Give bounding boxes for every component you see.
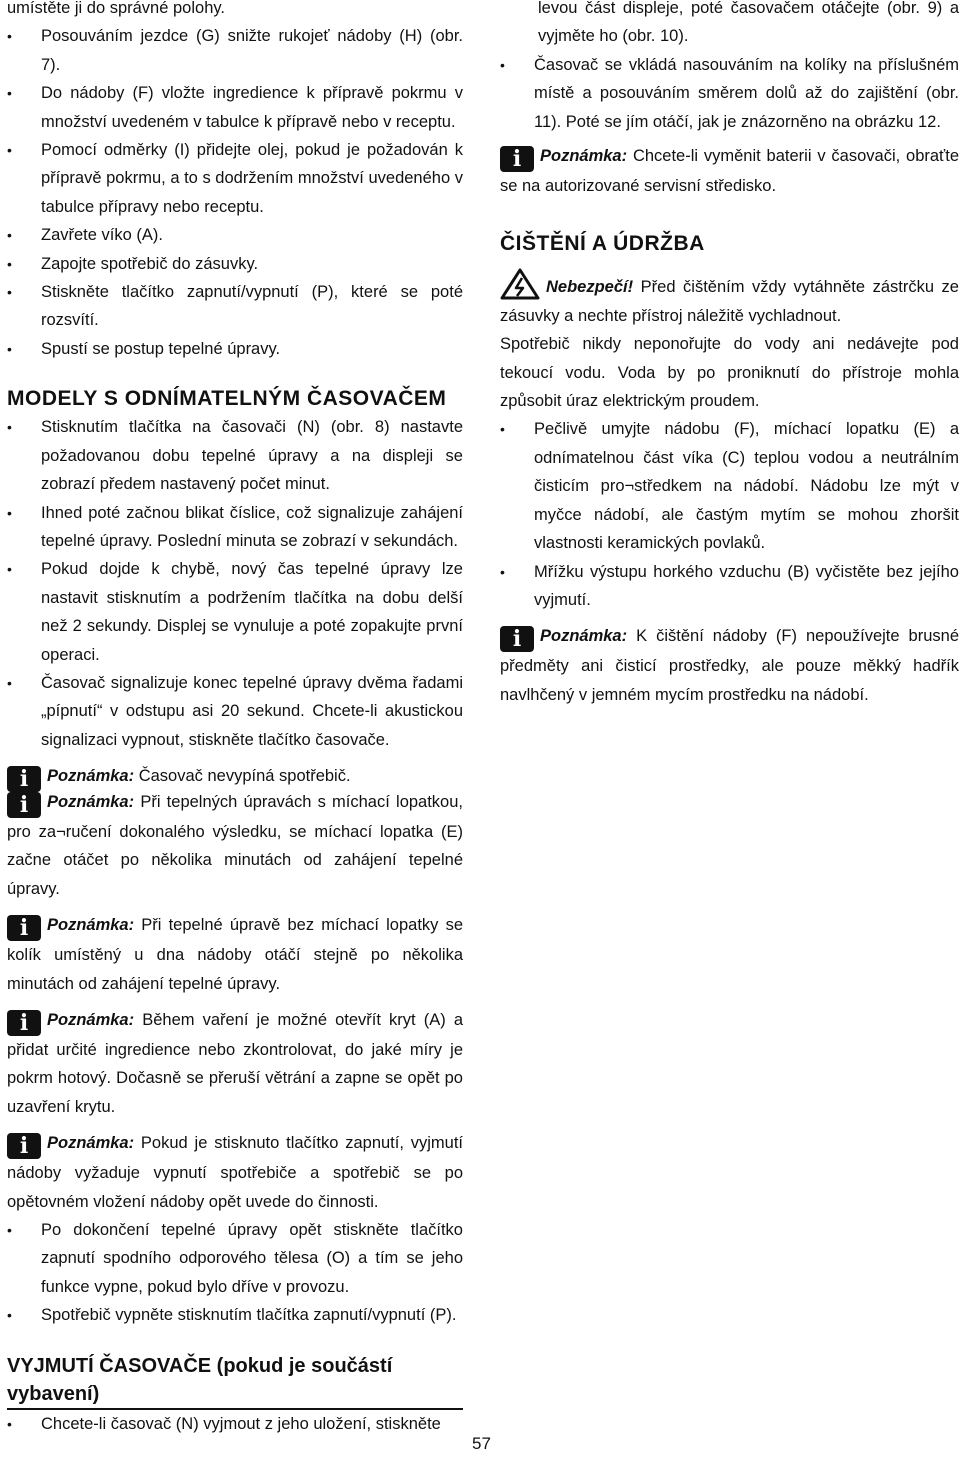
info-icon: i [7,766,41,792]
timer-list [7,413,463,754]
list-item: • Zavřete víko (A). [7,221,463,249]
note-label: Poznámka: [47,767,135,786]
list-item: • Pečlivě umyjte nádobu (F), míchací lopatku (E) a odnímatelnou část víka (C) teplou vodou a neutrálním čisticím pro¬středkem na nádobí. Nádobu lze mýt v myčce nádobí, ale častým mytím se mohou zhoršit vlastnosti keramických povlaků. [500,415,959,557]
note [7,1129,463,1216]
left-column-bottom [7,788,463,1438]
left-column-top [7,0,463,792]
warning-icon [500,268,540,300]
info-icon: i [7,792,41,818]
note [7,1006,463,1121]
note-text: Časovač nevypíná spotřebič. [134,767,351,786]
danger-text: Před čištěním vždy vytáhněte zástrčku ze zásuvky a nechte přístroj náležitě vychladnout. [500,278,959,325]
note-text: Při tepelné úpravě bez míchací lopatky se kolík umístěný u dna nádoby otáčí stejně po několika minutách od zahájení tepelné úpravy. [7,916,463,993]
paragraph: Spotřebič nikdy neponořujte do vody ani nedávejte pod tekoucí vodu. Voda by po proniknutí do přístroje mohla způsobit úraz elektrickým proudem. [500,335,959,411]
list-item: • Spotřebič vypněte stisknutím tlačítka zapnutí/vypnutí (P). [7,1301,463,1329]
note-text: Při tepelných úpravách s míchací lopatkou, pro za¬ručení dokonalého výsledku, se míchací lopatka (E) začne otáčet po několika minutách od zahájení tepelné úpravy. [7,793,463,898]
note [500,622,959,709]
section-heading-timer: MODELY S ODNÍMATELNÝM ČASOVAČEM [7,387,447,411]
info-icon: i [500,626,534,652]
danger-note [500,268,959,330]
note-label: Poznámka: [47,916,135,935]
list-item: • Mřížku výstupu horkého vzduchu (B) vyčistěte bez jejího vyjmutí. [500,558,959,615]
info-icon: i [7,915,41,941]
list-item: • Chcete-li časovač (N) vyjmout z jeho uložení, stiskněte [7,1410,463,1438]
list-item: • Stisknutím tlačítka na časovači (N) (obr. 8) nastavte požadovanou dobu tepelné úpravy a na displeji se zobrazí předem nastavený počet minut. [7,413,463,498]
list-item: • Posouváním jezdce (G) snižte rukojeť nádoby (H) (obr. 7). [7,22,463,79]
remove-list [7,1410,463,1438]
note [500,142,959,200]
note-label: Poznámka: [47,1011,135,1030]
note-text: Během vaření je možné otevřít kryt (A) a přidat určité ingredience nebo zkontrolovat, do jaké míry je pokrm hotový. Dočasně se přeruší větrání a zapne se opět po uzavření krytu. [7,1011,463,1116]
list-item: • Pokud dojde k chybě, nový čas tepelné úpravy lze nastavit stisknutím a podržením tlačítka na dobu delší než 2 sekundy. Displej se vynuluje a poté zopakujte první operaci. [7,555,463,669]
list-item: • Zapojte spotřebič do zásuvky. [7,250,463,278]
finish-list [7,1216,463,1330]
note [7,788,463,903]
page-number: 57 [472,1434,491,1453]
section-heading-cleaning: ČIŠTĚNÍ A ÚDRŽBA [500,232,705,256]
note-label: Poznámka: [540,147,628,166]
list-item: • Spustí se postup tepelné úpravy. [7,335,463,363]
list-item: • Do nádoby (F) vložte ingredience k přípravě pokrmu v množství uvedeném v tabulce k přípravě nebo v receptu. [7,79,463,136]
right-column [500,0,959,709]
danger-label: Nebezpečí! [546,278,634,297]
note-label: Poznámka: [47,793,135,811]
list-item: • Časovač signalizuje konec tepelné úpravy dvěma řadami „pípnutí“ v odstupu asi 20 sekund. Chcete-li akustickou signalizaci vypnout, stiskněte tlačítko časovače. [7,669,463,754]
note-text: K čištění nádoby (F) nepoužívejte brusné předměty ani čisticí prostředky, ale pouze měkký hadřík navlhčený v jemném mycím prostředku na nádobí. [500,627,959,704]
note-label: Poznámka: [47,1134,135,1153]
list-item: • Po dokončení tepelné úpravy opět stiskněte tlačítko zapnutí spodního odporového tělesa (O) a tím se jeho funkce vypne, pokud bylo dříve v provozu. [7,1216,463,1301]
cleaning-list [500,415,959,614]
list-item: • Stiskněte tlačítko zapnutí/vypnutí (P), které se poté rozsvítí. [7,278,463,335]
intro-line: umístěte ji do správné polohy. [7,0,225,17]
info-icon: i [500,146,534,172]
note-text: Chcete-li vyměnit baterii v časovači, obraťte se na autorizované servisní středisko. [500,147,959,196]
note-text: Pokud je stisknuto tlačítko zapnutí, vyjmutí nádoby vyžaduje vypnutí spotřebiče a spotřebič se po opětovném vložení nádoby opět uvede do činnosti. [7,1134,463,1211]
note [7,911,463,998]
info-icon: i [7,1133,41,1159]
insert-timer-list [500,51,959,136]
list-item: • Pomocí odměrky (I) přidejte olej, pokud je požadován k přípravě pokrmu, a to s dodržením množství uvedeného v tabulce přípravy nebo receptu. [7,136,463,221]
list-item: • Ihned poté začnou blikat číslice, což signalizuje zahájení tepelné úpravy. Poslední minuta se zobrazí v sekundách. [7,499,463,556]
steps-list [7,22,463,363]
list-item: • Časovač se vkládá nasouváním na kolíky na příslušném místě a posouváním směrem dolů až do zajištění (obr. 11). Poté se jím otáčí, jak je znázorněno na obrázku 12. [500,51,959,136]
section-heading-remove-timer: VYJMUTÍ ČASOVAČE (pokud je součástí vybavení) [7,1352,463,1410]
info-icon: i [7,1010,41,1036]
continued-text: levou část displeje, poté časovačem otáčejte (obr. 9) a vyjměte ho (obr. 10). [538,0,959,46]
note-label: Poznámka: [540,627,628,646]
